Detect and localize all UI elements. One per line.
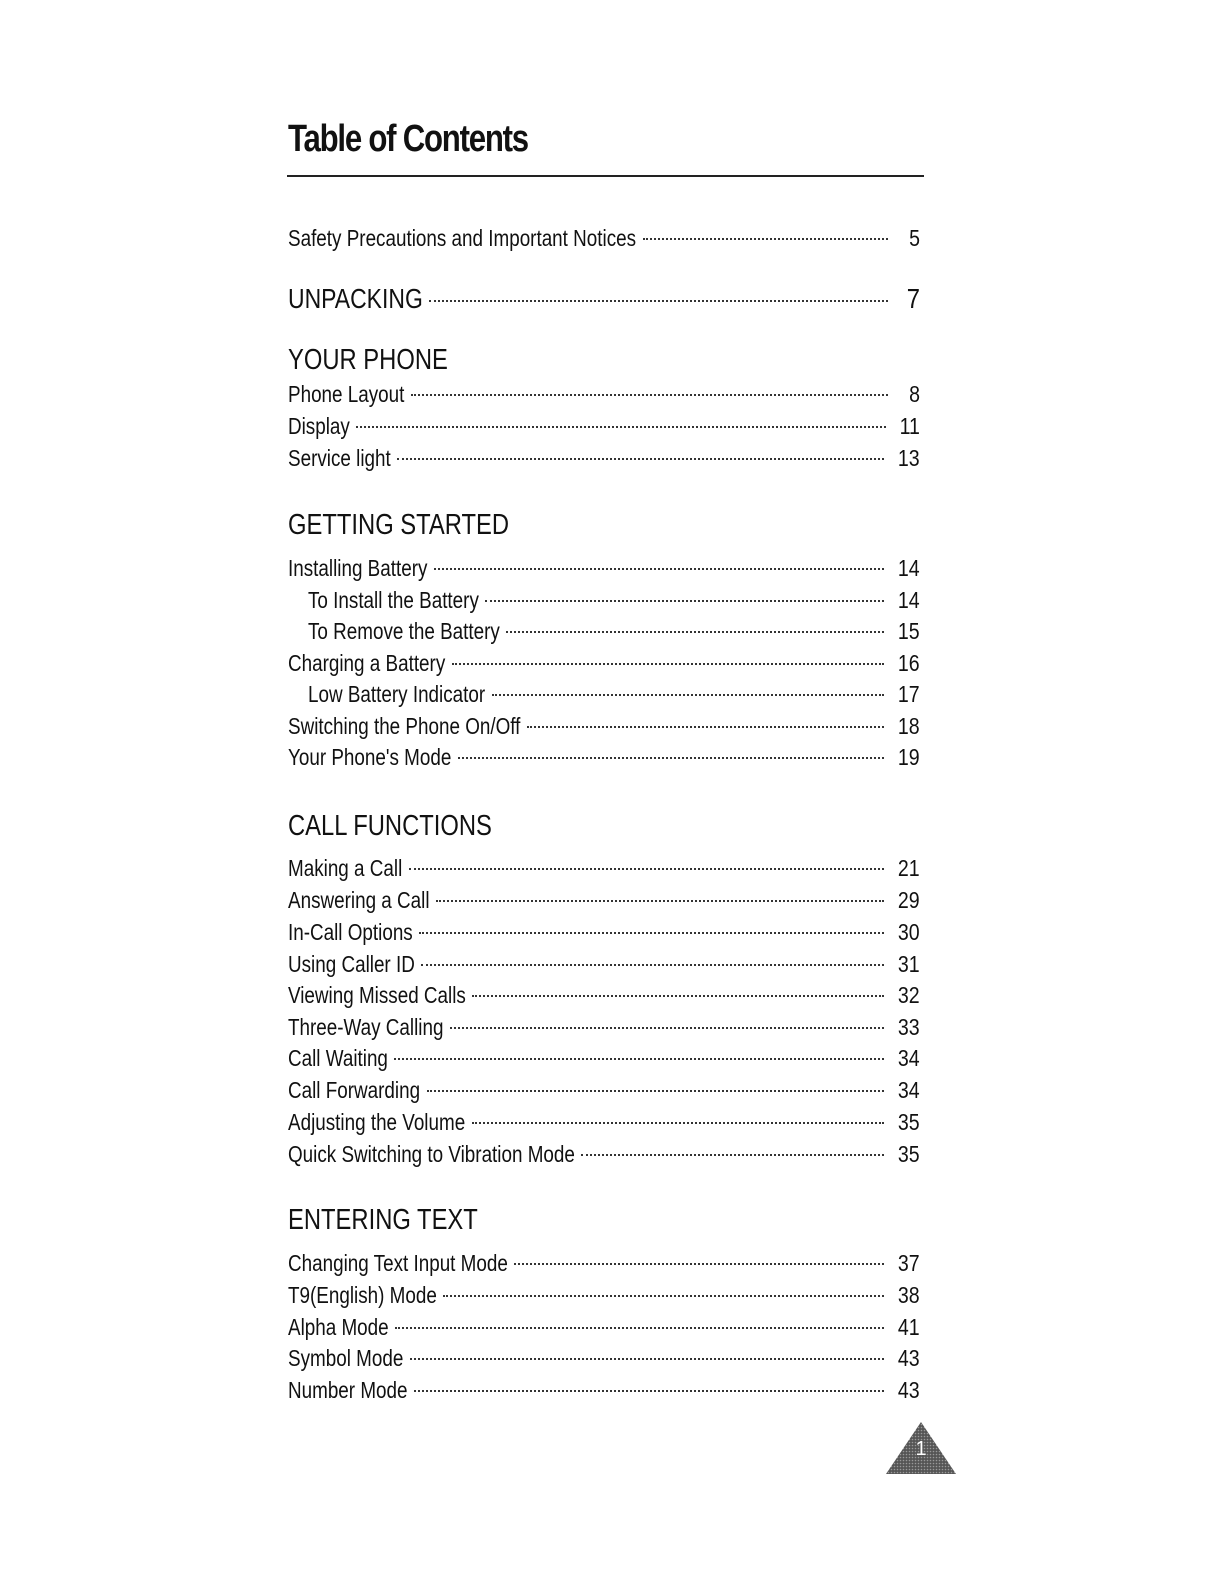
toc-entry[interactable] [288, 648, 920, 678]
toc-entry-page: 7 [906, 283, 920, 314]
page-title: Table of Contents [288, 118, 528, 160]
toc-subentry[interactable] [308, 679, 920, 709]
toc-entry-label: UNPACKING [288, 283, 423, 314]
dot-leader [492, 694, 884, 696]
dot-leader [395, 1327, 884, 1329]
toc-entry-page: 14 [898, 555, 920, 581]
dot-leader [397, 458, 884, 460]
dot-leader [452, 663, 884, 665]
toc-entry-label: Installing Battery [288, 555, 428, 581]
dot-leader [472, 1122, 884, 1124]
toc-entry[interactable] [288, 1343, 920, 1373]
toc-entry-label: Alpha Mode [288, 1314, 389, 1340]
toc-entry-page: 18 [898, 713, 920, 739]
dot-leader [356, 426, 886, 428]
dot-leader [427, 1090, 884, 1092]
toc-entry-page: 38 [898, 1282, 920, 1308]
toc-entry-page: 41 [898, 1314, 920, 1340]
toc-entry[interactable] [288, 980, 920, 1010]
toc-entry-label: Using Caller ID [288, 951, 415, 977]
toc-entry[interactable] [288, 1375, 920, 1405]
toc-entry-label: Making a Call [288, 855, 403, 881]
toc-entry-page: 8 [909, 381, 920, 407]
toc-entry[interactable] [288, 885, 920, 915]
toc-entry-label: Display [288, 413, 350, 439]
toc-entry[interactable] [288, 1139, 920, 1169]
toc-entry[interactable] [288, 917, 920, 947]
section-heading-your-phone: YOUR PHONE [288, 344, 448, 376]
dot-leader [411, 394, 888, 396]
toc-entry[interactable] [288, 853, 920, 883]
toc-entry-page: 34 [898, 1077, 920, 1103]
toc-entry-page: 5 [909, 225, 920, 251]
title-divider [287, 175, 924, 177]
dot-leader [643, 238, 888, 240]
toc-entry-page: 34 [898, 1045, 920, 1071]
toc-entry[interactable] [288, 1248, 920, 1278]
toc-entry-page: 43 [898, 1377, 920, 1403]
toc-entry-page: 35 [898, 1141, 920, 1167]
dot-leader [514, 1263, 884, 1265]
dot-leader [429, 300, 888, 302]
dot-leader [506, 631, 884, 633]
dot-leader [394, 1058, 884, 1060]
toc-entry[interactable] [288, 1043, 920, 1073]
dot-leader [472, 995, 884, 997]
page-number: 1 [915, 1438, 927, 1460]
toc-entry[interactable] [288, 1075, 920, 1105]
toc-entry-label: Symbol Mode [288, 1345, 404, 1371]
toc-entry[interactable] [288, 711, 920, 741]
toc-entry[interactable] [288, 1107, 920, 1137]
toc-entry-page: 21 [898, 855, 920, 881]
toc-entry-label: T9(English) Mode [288, 1282, 437, 1308]
toc-entry-label: Safety Precautions and Important Notices [288, 225, 637, 251]
dot-leader [414, 1390, 884, 1392]
toc-entry-label: Charging a Battery [288, 650, 446, 676]
toc-entry[interactable] [288, 742, 920, 772]
toc-entry-page: 37 [898, 1250, 920, 1276]
dot-leader [527, 726, 884, 728]
toc-entry-page: 15 [898, 618, 920, 644]
dot-leader [409, 868, 884, 870]
toc-entry-label: Answering a Call [288, 887, 430, 913]
toc-entry-label: Quick Switching to Vibration Mode [288, 1141, 575, 1167]
toc-entry[interactable] [288, 1312, 920, 1342]
toc-entry-label: Three-Way Calling [288, 1014, 444, 1040]
toc-entry-label: Low Battery Indicator [308, 681, 486, 707]
toc-entry-page: 35 [898, 1109, 920, 1135]
dot-leader [450, 1027, 884, 1029]
dot-leader [485, 600, 884, 602]
toc-subentry[interactable] [308, 616, 920, 646]
toc-entry-page: 14 [898, 587, 920, 613]
toc-entry-page: 33 [898, 1014, 920, 1040]
toc-subentry[interactable] [308, 585, 920, 615]
toc-entry-label: Phone Layout [288, 381, 405, 407]
toc-entry-page: 29 [898, 887, 920, 913]
dot-leader [419, 932, 884, 934]
toc-entry[interactable] [288, 949, 920, 979]
toc-entry-label: Number Mode [288, 1377, 408, 1403]
toc-entry-page: 19 [898, 744, 920, 770]
toc-entry[interactable] [288, 411, 920, 441]
toc-entry-page: 17 [898, 681, 920, 707]
section-heading-call-functions: CALL FUNCTIONS [288, 810, 492, 842]
toc-entry-label: Changing Text Input Mode [288, 1250, 508, 1276]
toc-entry-unpacking[interactable] [288, 281, 920, 317]
dot-leader [421, 964, 884, 966]
toc-entry[interactable] [288, 379, 920, 409]
toc-entry-label: Viewing Missed Calls [288, 982, 466, 1008]
toc-entry-page: 43 [898, 1345, 920, 1371]
toc-entry[interactable] [288, 443, 920, 473]
toc-entry-label: Call Waiting [288, 1045, 388, 1071]
dot-leader [436, 900, 884, 902]
toc-entry-safety[interactable] [288, 223, 920, 253]
section-heading-getting-started: GETTING STARTED [288, 509, 510, 541]
toc-entry-label: In-Call Options [288, 919, 413, 945]
dot-leader [581, 1154, 884, 1156]
toc-entry[interactable] [288, 553, 920, 583]
section-heading-entering-text: ENTERING TEXT [288, 1204, 478, 1236]
toc-entry-label: Service light [288, 445, 391, 471]
dot-leader [458, 757, 884, 759]
dot-leader [443, 1295, 884, 1297]
toc-entry-page: 11 [899, 413, 920, 439]
toc-entry-page: 30 [898, 919, 920, 945]
toc-entry[interactable] [288, 1280, 920, 1310]
toc-entry-page: 16 [898, 650, 920, 676]
toc-entry-label: Your Phone's Mode [288, 744, 452, 770]
toc-entry-label: Call Forwarding [288, 1077, 421, 1103]
dot-leader [434, 568, 884, 570]
toc-entry-label: To Remove the Battery [308, 618, 500, 644]
toc-entry-page: 13 [898, 445, 920, 471]
toc-entry-label: Adjusting the Volume [288, 1109, 466, 1135]
toc-entry-label: Switching the Phone On/Off [288, 713, 521, 739]
toc-entry-page: 32 [898, 982, 920, 1008]
toc-entry-page: 31 [898, 951, 920, 977]
toc-entry[interactable] [288, 1012, 920, 1042]
page-number-marker [884, 1420, 958, 1476]
dot-leader [410, 1358, 884, 1360]
toc-entry-label: To Install the Battery [308, 587, 479, 613]
